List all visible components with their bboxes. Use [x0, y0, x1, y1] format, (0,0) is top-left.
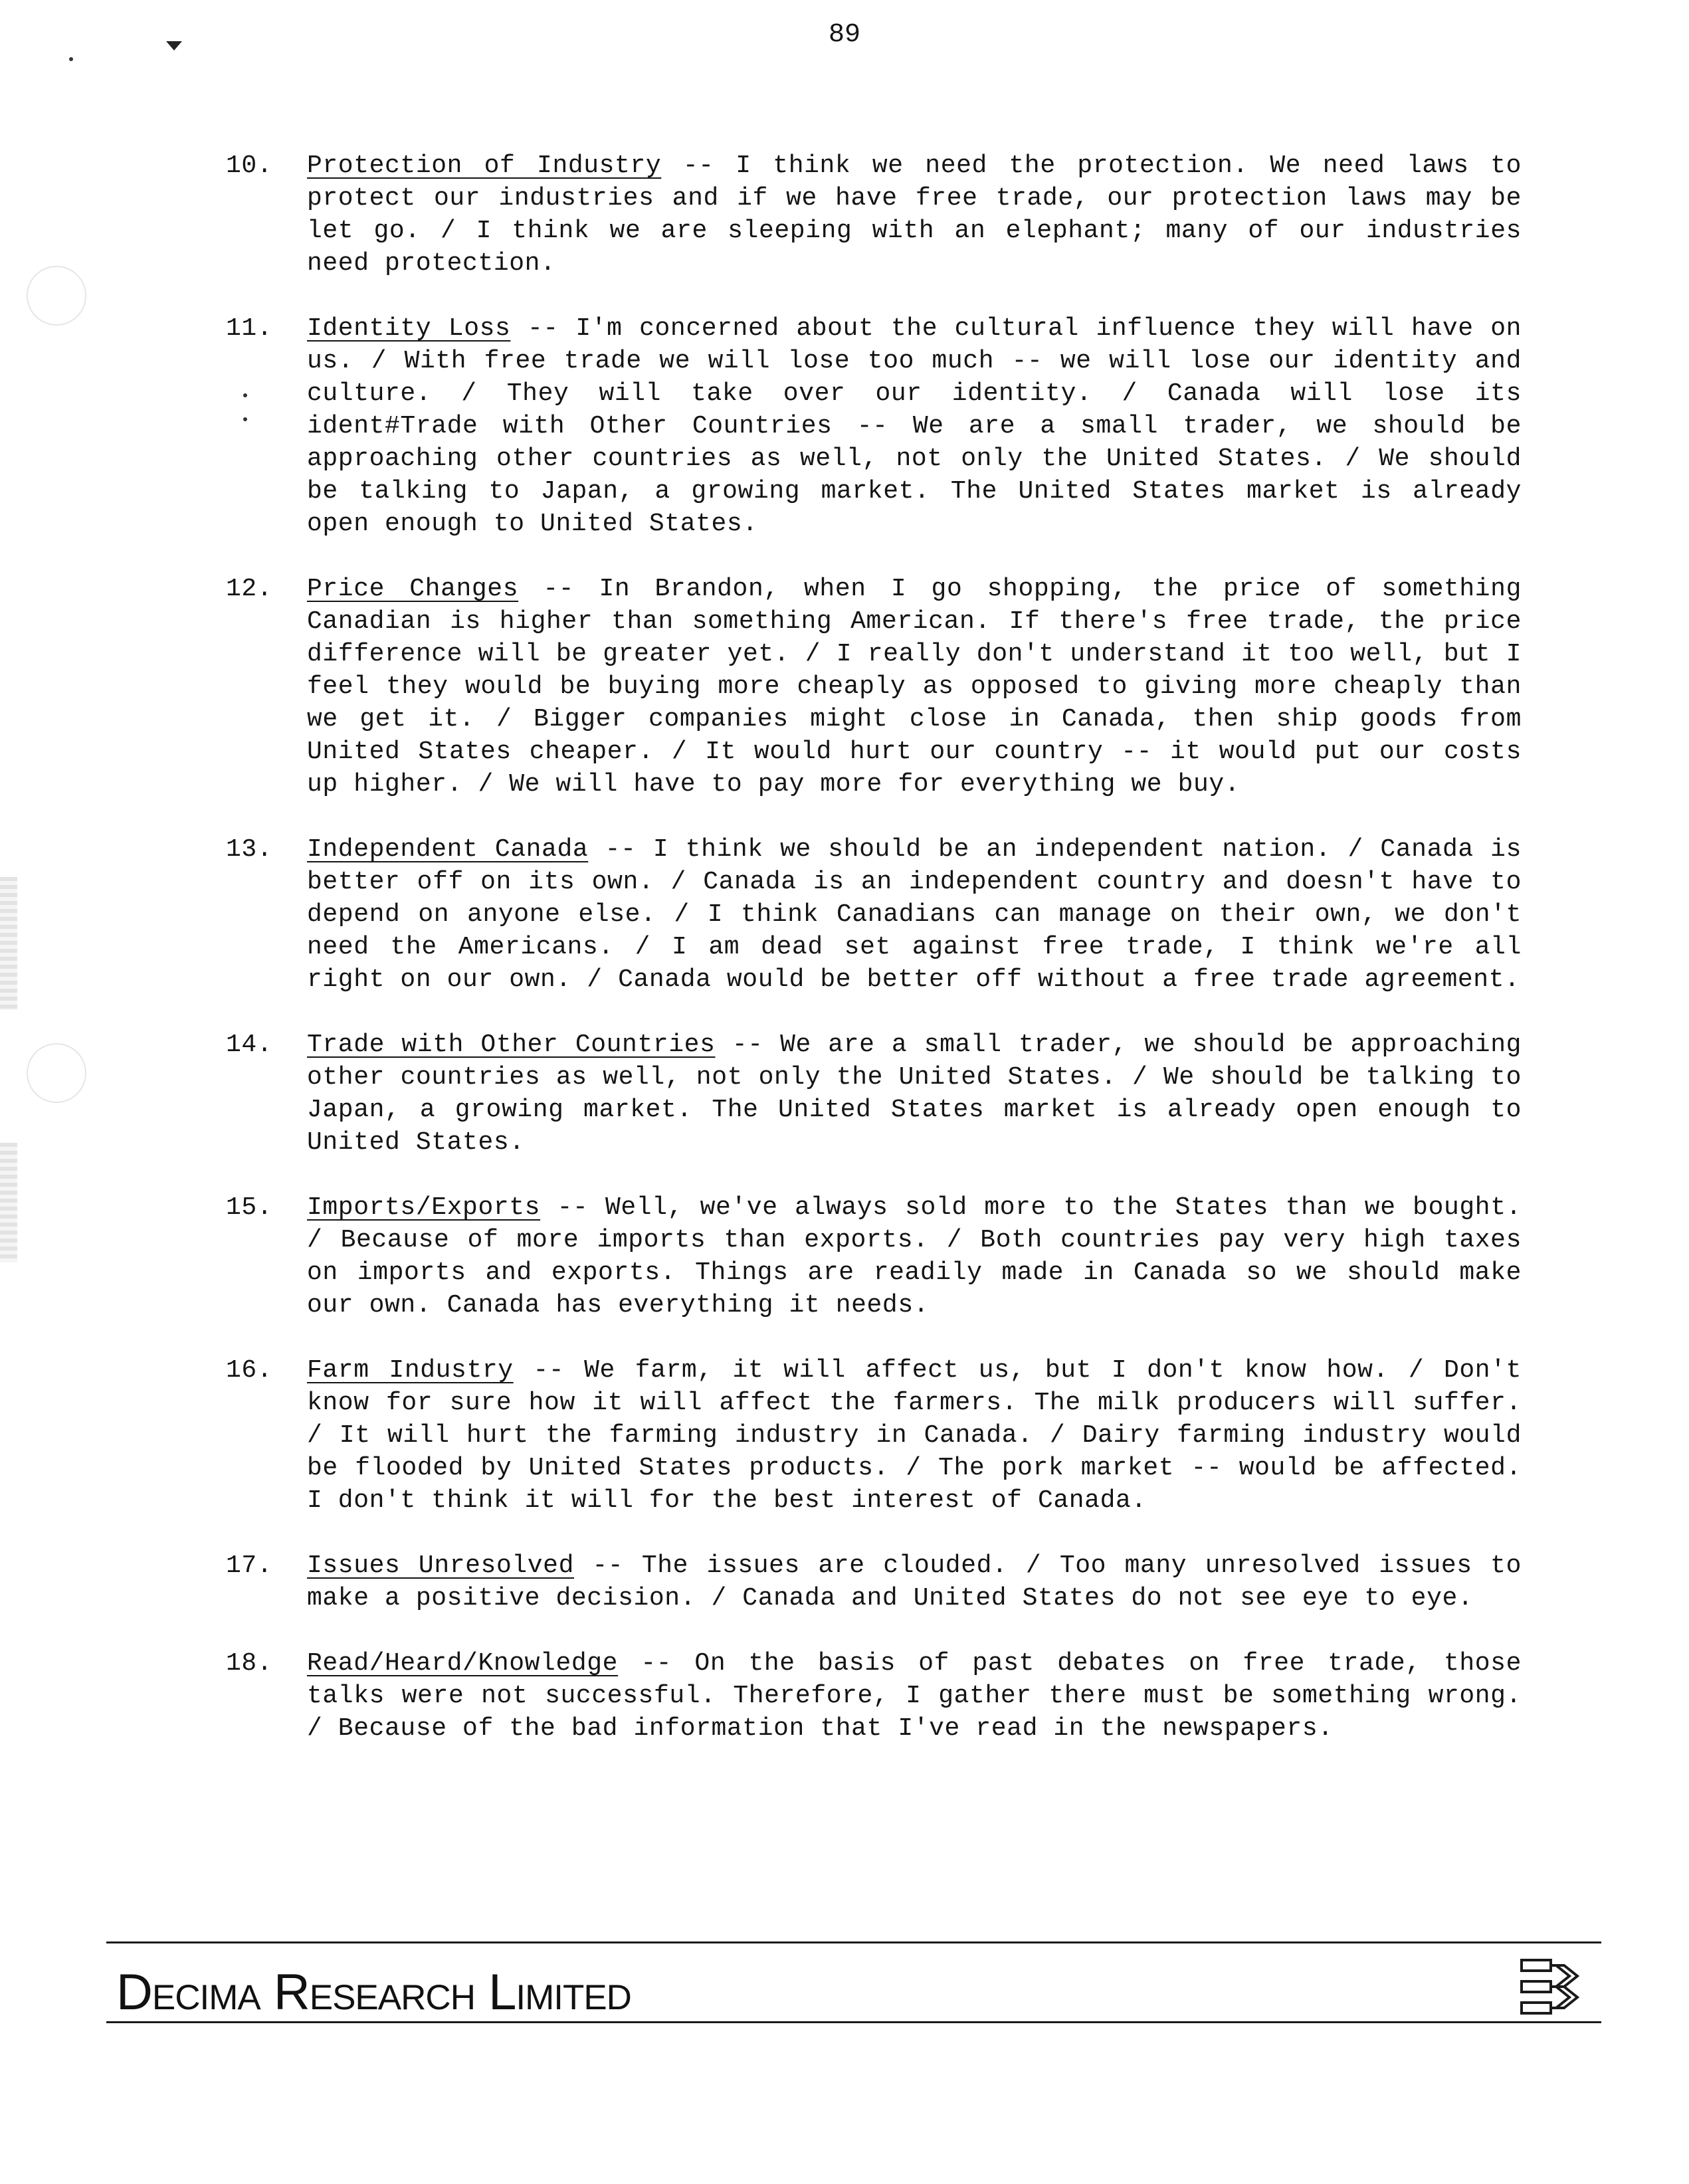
list-item [226, 833, 1522, 996]
item-topic: Price Changes [307, 575, 519, 603]
item-number: 14. [226, 1031, 273, 1059]
footer-rule-top [106, 1941, 1601, 1943]
list-item [226, 312, 1522, 540]
item-text: -- I think we need the protection. We need laws to protect our industries and if we have free trade, our protection laws may be let go. / I think we are sleeping with an elephant; many of our industries need protection. [307, 151, 1522, 278]
item-text: -- I'm concerned about the cultural influence they will have on us. / With free trade we will lose too much -- we will lose our identity and culture. / They will take over our identity. / Canada will lose its ident#Trade with Other Countries -- We are a small trader, we should be approaching other countries as well, not only the United States. / We should be talking to Japan, a growing market. The United States market is already open enough to United States. [307, 314, 1522, 538]
scan-mark [166, 41, 182, 50]
item-number: 13. [226, 835, 273, 864]
list-item [226, 1191, 1522, 1322]
item-topic: Trade with Other Countries [307, 1031, 716, 1059]
scan-speck [69, 57, 73, 61]
item-text: -- We farm, it will affect us, but I don't know how. / Don't know for sure how it will affect the farmers. The milk producers will suffer. / It will hurt the farming industry in Canada. / Dairy farming industry would be flooded by United States products. / The pork market -- would be affected. I don't think it will for the best interest of Canada. [307, 1356, 1522, 1515]
item-topic: Issues Unresolved [307, 1551, 574, 1580]
item-text: -- Well, we've always sold more to the States than we bought. / Because of more imports than exports. / Both countries pay very high taxes on imports and exports. Things are readily made in Canada so we should make our own. Canada has everything it needs. [307, 1193, 1522, 1320]
item-text: -- The issues are clouded. / Too many unresolved issues to make a positive decision. / Canada and United States do not see eye to eye. [307, 1551, 1522, 1613]
item-topic: Farm Industry [307, 1356, 514, 1385]
item-number: 17. [226, 1551, 273, 1580]
numbered-topic-list [226, 149, 1522, 1777]
item-topic: Protection of Industry [307, 151, 662, 180]
decima-logo-icon [1516, 1953, 1589, 2020]
list-item [226, 1354, 1522, 1517]
item-text: -- On the basis of past debates on free trade, those talks were not successful. Therefore, I gather there must be something wrong. / Because of the bad information that I've read in the newspapers. [307, 1649, 1522, 1743]
company-logo-text: Decima Research Limited [116, 1964, 631, 2021]
item-number: 11. [226, 314, 273, 343]
list-item [226, 1549, 1522, 1615]
item-number: 12. [226, 575, 273, 603]
item-topic: Independent Canada [307, 835, 589, 864]
punch-hole [27, 1043, 86, 1103]
list-item [226, 1647, 1522, 1745]
list-item [226, 149, 1522, 280]
item-text: -- I think we should be an independent nation. / Canada is better off on its own. / Canada is an independent country and doesn't have to depend on anyone else. / I think Canadians can manage on their own, we don't need the Americans. / I am dead set against free trade, I think we're all right on our own. / Canada would be better off without a free trade agreement. [307, 835, 1522, 994]
item-number: 16. [226, 1356, 273, 1385]
list-item [226, 573, 1522, 801]
footer-rule-bottom [106, 2021, 1601, 2023]
list-item [226, 1029, 1522, 1159]
punch-hole [27, 266, 86, 326]
item-topic: Imports/Exports [307, 1193, 541, 1222]
item-number: 10. [226, 151, 273, 180]
item-number: 15. [226, 1193, 273, 1222]
item-number: 18. [226, 1649, 273, 1678]
item-topic: Identity Loss [307, 314, 511, 343]
item-text: -- In Brandon, when I go shopping, the price of something Canadian is higher than something American. If there's free trade, the price difference will be greater yet. / I really don't understand it too well, but I feel they would be buying more cheaply as opposed to giving more cheaply than we get it. / Bigger companies might close in Canada, then ship goods from United States cheaper. / It would hurt our country -- it would put our costs up higher. / We will have to pay more for everything we buy. [307, 575, 1522, 799]
item-topic: Read/Heard/Knowledge [307, 1649, 619, 1678]
scan-edge-mark [0, 877, 17, 1010]
item-text: -- We are a small trader, we should be approaching other countries as well, not only the United States. / We should be talking to Japan, a growing market. The United States market is already open enough to United States. [307, 1031, 1522, 1157]
page-number: 89 [828, 20, 860, 50]
scan-edge-mark [0, 1143, 17, 1262]
